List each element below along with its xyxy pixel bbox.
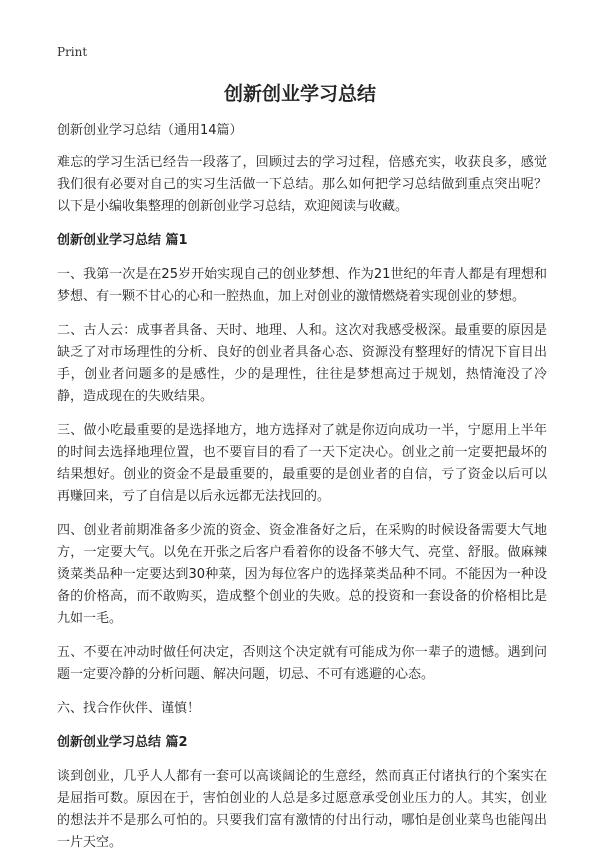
document-subtitle: 创新创业学习总结（通用14篇）	[57, 123, 243, 138]
section-paragraph: 谈到创业，几乎人人都有一套可以高谈阔论的生意经，然而真正付诸执行的个案实在是屈指可数。原因在于，害怕创业的人总是多过愿意承受创业压力的人。其实，创业的想法并不是那么可怕的。只要我们富有激情的付出行动，哪怕是创业菜鸟也能闯出一片天空。	[57, 769, 547, 850]
section-paragraph: 三、做小吃最重要的是选择地方，地方选择对了就是你迈向成功一半，宁愿用上半年的时间去选择地理位置，也不要盲目的看了一天下定决心。创业之前一定要把最坏的结果想好。创业的资金不是最重要的，最重要的是创业者的自信，亏了资金以后可以再赚回来，亏了自信是以后永远都无法找回的。	[57, 423, 547, 504]
section-paragraph: 二、古人云：成事者具备、天时、地理、人和。这次对我感受极深。最重要的原因是缺乏了对市场理性的分析、良好的创业者具备心态、资源没有整理好的情况下盲目出手，创业者问题多的是感性，少的是理性，往往是梦想高过于规划，热情淹没了冷静，造成现在的失败结果。	[57, 323, 547, 404]
section-paragraph: 一、我第一次是在25岁开始实现自己的创业梦想、作为21世纪的年青人都是有理想和梦想、有一颗不甘心的心和一腔热血，加上对创业的激情燃烧着实现创业的梦想。	[57, 267, 547, 304]
section-paragraph: 五、不要在冲动时做任何决定，否则这个决定就有可能成为你一辈子的遗憾。遇到问题一定要冷静的分析问题、解决问题，切忌、不可有逃避的心态。	[57, 645, 547, 682]
print-link[interactable]: Print	[57, 45, 88, 59]
document-content	[57, 120, 547, 866]
section-heading: 创新创业学习总结 篇2	[57, 735, 188, 750]
section-heading: 创新创业学习总结 篇1	[57, 233, 188, 248]
section-paragraph: 四、创业者前期准备多少流的资金、资金准备好之后，在采购的时候设备需要大气地方，一定要大气。以免在开张之后客户看着你的设备不够大气、亮堂、舒服。做麻辣烫菜类品种一定要达到30种菜，因为每位客户的选择菜类品种不同。不能因为一种设备的价格高，而不敢购买，造成整个创业的失败。总的投资和一套设备的价格相比是九如一毛。	[57, 523, 547, 626]
section-paragraph: 六、找合作伙伴、谨慎！	[57, 701, 201, 716]
intro-paragraph: 难忘的学习生活已经告一段落了，回顾过去的学习过程，倍感充实，收获良多，感觉我们很有必要对自己的实习生活做一下总结。那么如何把学习总结做到重点突出呢？以下是小编收集整理的创新创业学习总结，欢迎阅读与收藏。	[57, 155, 547, 214]
document-title: 创新创业学习总结	[223, 83, 376, 105]
